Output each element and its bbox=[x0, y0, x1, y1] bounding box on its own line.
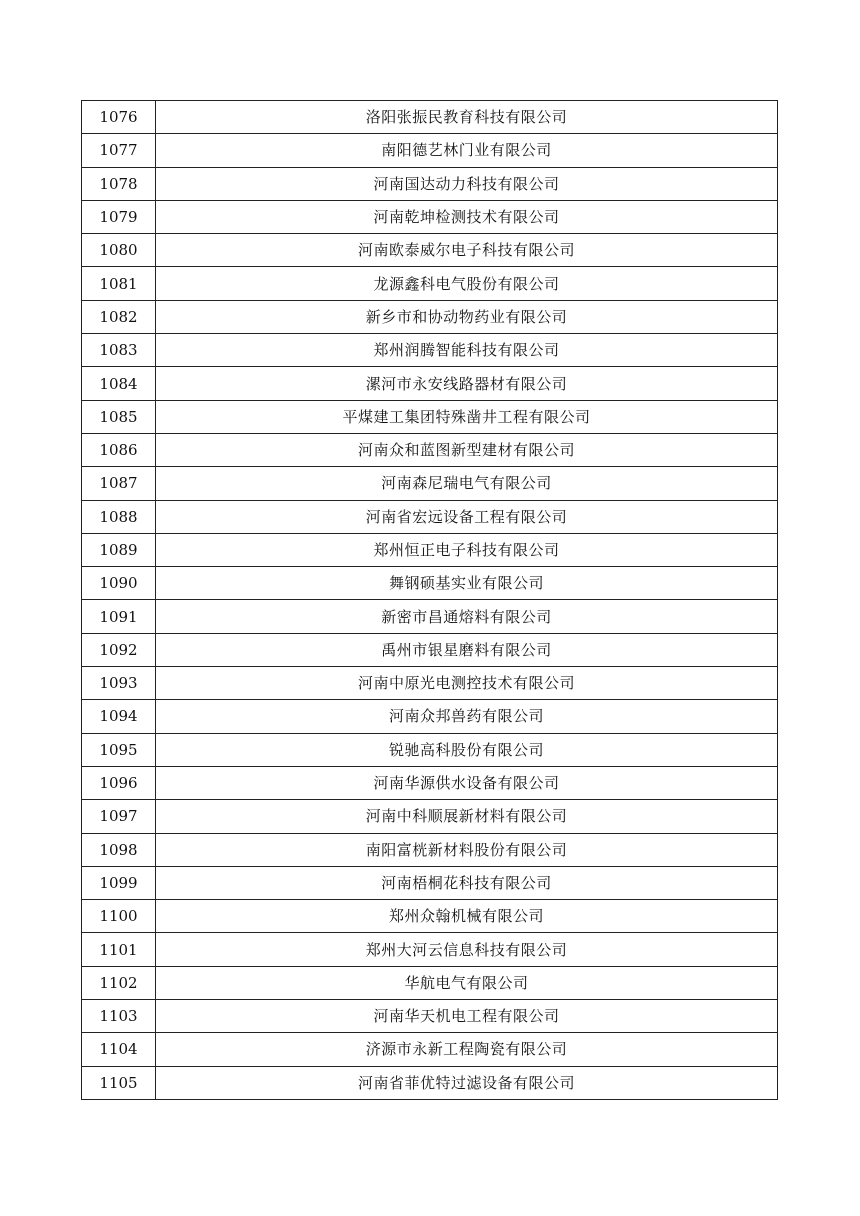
table-row bbox=[82, 700, 778, 733]
row-number-cell: 1104 bbox=[82, 1033, 156, 1066]
row-number-cell: 1102 bbox=[82, 966, 156, 999]
company-name-cell: 龙源鑫科电气股份有限公司 bbox=[156, 267, 778, 300]
table-row bbox=[82, 1066, 778, 1099]
table-row bbox=[82, 733, 778, 766]
table-row bbox=[82, 334, 778, 367]
table-row bbox=[82, 400, 778, 433]
company-name-cell: 郑州大河云信息科技有限公司 bbox=[156, 933, 778, 966]
row-number-cell: 1092 bbox=[82, 633, 156, 666]
table-row bbox=[82, 766, 778, 799]
company-name-cell: 郑州润腾智能科技有限公司 bbox=[156, 334, 778, 367]
table-row bbox=[82, 533, 778, 566]
row-number-cell: 1105 bbox=[82, 1066, 156, 1099]
company-name-cell: 郑州恒正电子科技有限公司 bbox=[156, 533, 778, 566]
company-name-cell: 河南众和蓝图新型建材有限公司 bbox=[156, 433, 778, 466]
table-row bbox=[82, 800, 778, 833]
table-row bbox=[82, 433, 778, 466]
row-number-cell: 1093 bbox=[82, 667, 156, 700]
company-name-cell: 南阳德艺林门业有限公司 bbox=[156, 134, 778, 167]
table-row bbox=[82, 367, 778, 400]
row-number-cell: 1081 bbox=[82, 267, 156, 300]
row-number-cell: 1100 bbox=[82, 900, 156, 933]
row-number-cell: 1095 bbox=[82, 733, 156, 766]
company-name-cell: 洛阳张振民教育科技有限公司 bbox=[156, 101, 778, 134]
row-number-cell: 1084 bbox=[82, 367, 156, 400]
table-row bbox=[82, 300, 778, 333]
row-number-cell: 1096 bbox=[82, 766, 156, 799]
company-name-cell: 河南乾坤检测技术有限公司 bbox=[156, 200, 778, 233]
company-name-cell: 济源市永新工程陶瓷有限公司 bbox=[156, 1033, 778, 1066]
company-name-cell: 南阳富桄新材料股份有限公司 bbox=[156, 833, 778, 866]
row-number-cell: 1076 bbox=[82, 101, 156, 134]
company-name-cell: 河南省宏远设备工程有限公司 bbox=[156, 500, 778, 533]
table-row bbox=[82, 167, 778, 200]
company-name-cell: 锐驰高科股份有限公司 bbox=[156, 733, 778, 766]
company-list-table bbox=[81, 100, 778, 1100]
row-number-cell: 1082 bbox=[82, 300, 156, 333]
row-number-cell: 1080 bbox=[82, 234, 156, 267]
table-row bbox=[82, 134, 778, 167]
row-number-cell: 1078 bbox=[82, 167, 156, 200]
table-row bbox=[82, 966, 778, 999]
table-row bbox=[82, 600, 778, 633]
row-number-cell: 1091 bbox=[82, 600, 156, 633]
table-row bbox=[82, 200, 778, 233]
row-number-cell: 1097 bbox=[82, 800, 156, 833]
row-number-cell: 1098 bbox=[82, 833, 156, 866]
company-name-cell: 华航电气有限公司 bbox=[156, 966, 778, 999]
row-number-cell: 1099 bbox=[82, 866, 156, 899]
row-number-cell: 1090 bbox=[82, 567, 156, 600]
row-number-cell: 1088 bbox=[82, 500, 156, 533]
row-number-cell: 1101 bbox=[82, 933, 156, 966]
company-name-cell: 河南森尼瑞电气有限公司 bbox=[156, 467, 778, 500]
company-name-cell: 郑州众翰机械有限公司 bbox=[156, 900, 778, 933]
row-number-cell: 1094 bbox=[82, 700, 156, 733]
row-number-cell: 1085 bbox=[82, 400, 156, 433]
table-row bbox=[82, 101, 778, 134]
row-number-cell: 1103 bbox=[82, 1000, 156, 1033]
table-row bbox=[82, 866, 778, 899]
table-row bbox=[82, 267, 778, 300]
table-row bbox=[82, 234, 778, 267]
table-row bbox=[82, 900, 778, 933]
row-number-cell: 1079 bbox=[82, 200, 156, 233]
company-name-cell: 新乡市和协动物药业有限公司 bbox=[156, 300, 778, 333]
company-name-cell: 平煤建工集团特殊凿井工程有限公司 bbox=[156, 400, 778, 433]
company-name-cell: 河南众邦兽药有限公司 bbox=[156, 700, 778, 733]
company-name-cell: 河南华天机电工程有限公司 bbox=[156, 1000, 778, 1033]
table-row bbox=[82, 500, 778, 533]
table-row bbox=[82, 467, 778, 500]
company-name-cell: 河南中原光电测控技术有限公司 bbox=[156, 667, 778, 700]
row-number-cell: 1089 bbox=[82, 533, 156, 566]
row-number-cell: 1083 bbox=[82, 334, 156, 367]
company-name-cell: 河南欧泰威尔电子科技有限公司 bbox=[156, 234, 778, 267]
table-row bbox=[82, 833, 778, 866]
company-name-cell: 河南华源供水设备有限公司 bbox=[156, 766, 778, 799]
table-row bbox=[82, 933, 778, 966]
table-row bbox=[82, 667, 778, 700]
company-name-cell: 河南国达动力科技有限公司 bbox=[156, 167, 778, 200]
company-name-cell: 河南中科顺展新材料有限公司 bbox=[156, 800, 778, 833]
table-body bbox=[82, 101, 778, 1100]
table-row bbox=[82, 1033, 778, 1066]
company-name-cell: 新密市昌通熔料有限公司 bbox=[156, 600, 778, 633]
company-name-cell: 漯河市永安线路器材有限公司 bbox=[156, 367, 778, 400]
table-row bbox=[82, 633, 778, 666]
table-row bbox=[82, 1000, 778, 1033]
company-name-cell: 禹州市银星磨料有限公司 bbox=[156, 633, 778, 666]
company-name-cell: 河南梧桐花科技有限公司 bbox=[156, 866, 778, 899]
row-number-cell: 1077 bbox=[82, 134, 156, 167]
table-row bbox=[82, 567, 778, 600]
row-number-cell: 1086 bbox=[82, 433, 156, 466]
row-number-cell: 1087 bbox=[82, 467, 156, 500]
company-name-cell: 河南省菲优特过滤设备有限公司 bbox=[156, 1066, 778, 1099]
company-name-cell: 舞钢硕基实业有限公司 bbox=[156, 567, 778, 600]
